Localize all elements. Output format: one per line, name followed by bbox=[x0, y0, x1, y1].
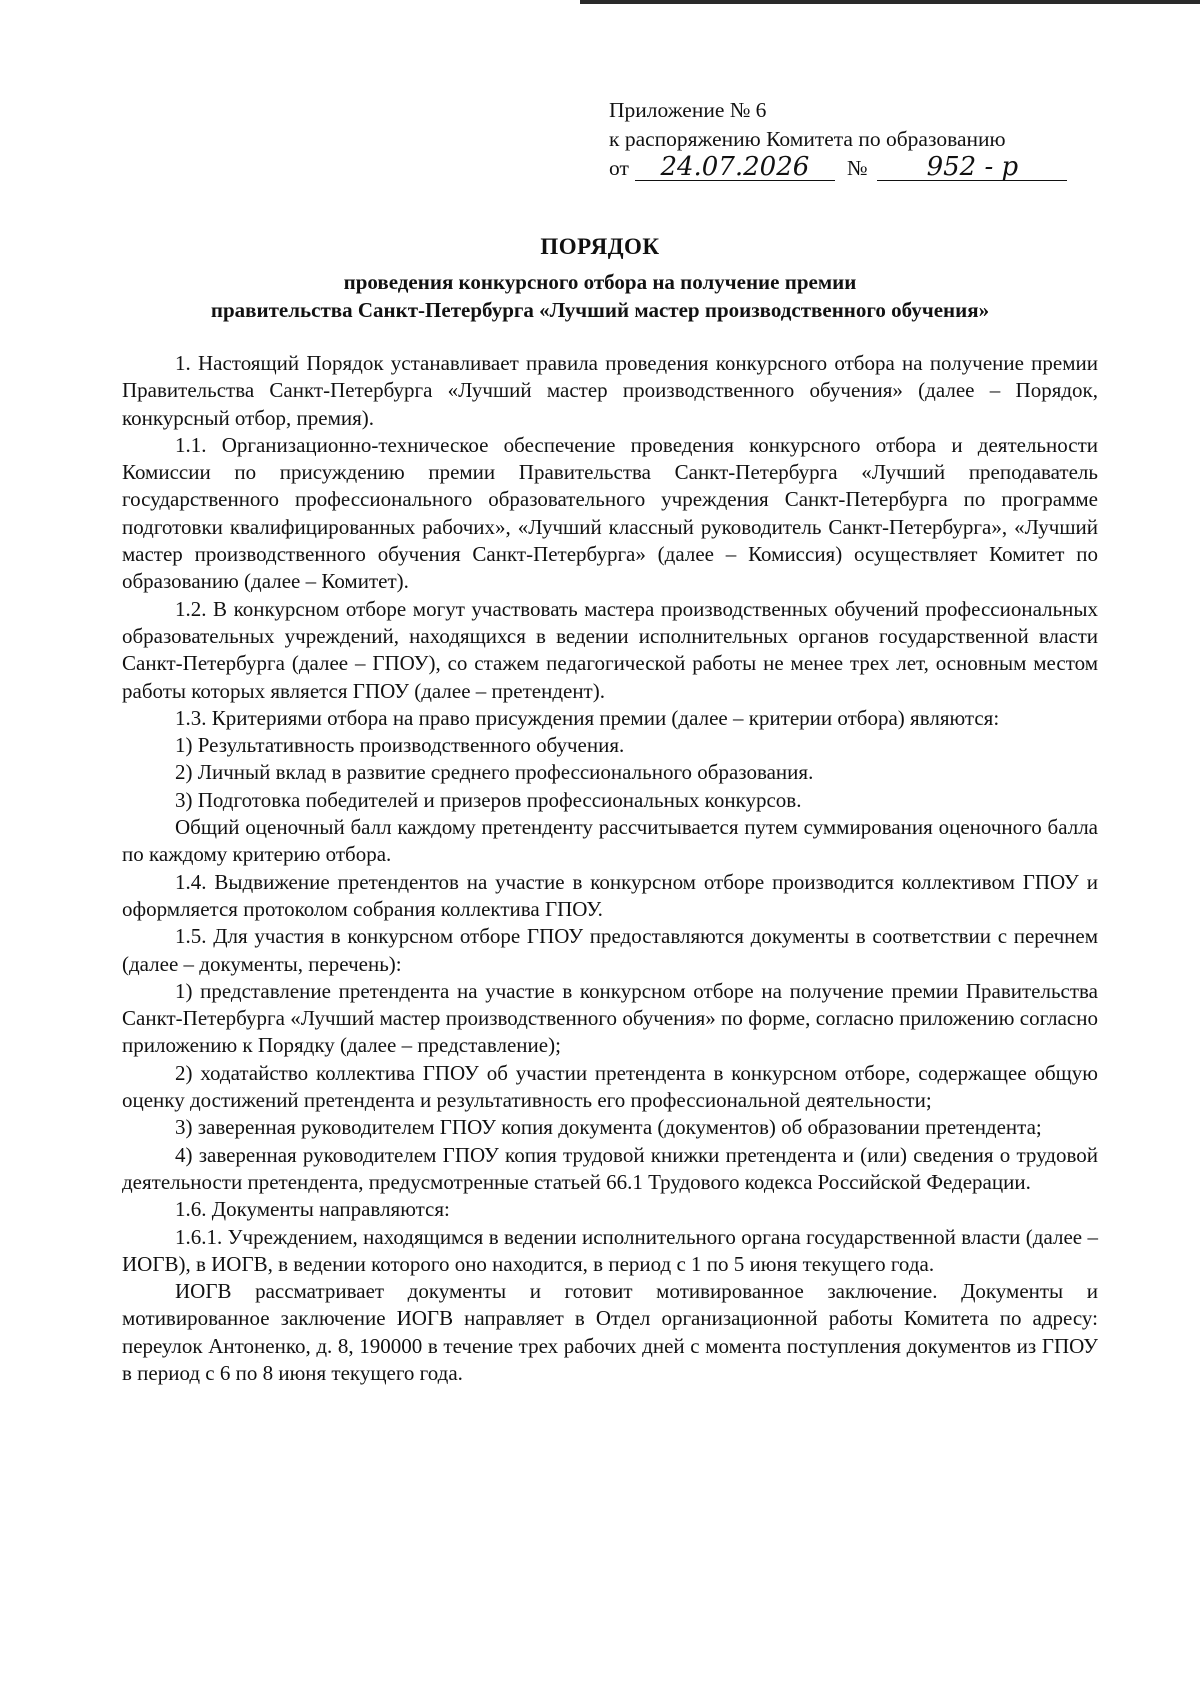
paragraph: 1.4. Выдвижение претендентов на участие в конкурсном отборе производится коллективом ГПОУ и оформляется протоколом собрания коллектива ГПОУ. bbox=[122, 869, 1098, 921]
paragraph: 1.2. В конкурсном отборе могут участвовать мастера производственных обучений профессиональных образовательных учреждений, находящихся в ведении исполнительных органов государственной власти Санкт-Петербурга (далее – ГПОУ), со стажем педагогической работы не менее трех лет, основным местом работы которых является ГПОУ (далее – претендент). bbox=[122, 596, 1098, 703]
annex-title: Приложение № 6 bbox=[609, 98, 767, 122]
document-title: ПОРЯДОК bbox=[540, 234, 660, 259]
paragraph: 1) представление претендента на участие в конкурсном отборе на получение премии Правительства Санкт-Петербурга «Лучший мастер производственного обучения» по форме, согласно приложению согласно приложению к Порядку (далее – представление); bbox=[122, 978, 1098, 1058]
annex-order-reference: к распоряжению Комитета по образованию bbox=[609, 127, 1006, 151]
paragraph: Общий оценочный балл каждому претенденту рассчитывается путем суммирования оценочного балла по каждому критерию отбора. bbox=[122, 815, 1098, 867]
document-subtitle-line-2: правительства Санкт-Петербурга «Лучший мастер производственного обучения» bbox=[210, 298, 990, 322]
paragraph: 3) заверенная руководителем ГПОУ копия документа (документов) об образовании претендента; bbox=[175, 1115, 1042, 1140]
paragraph: 2) Личный вклад в развитие среднего профессионального образования. bbox=[175, 760, 814, 785]
paragraph: 1.5. Для участия в конкурсном отборе ГПОУ предоставляются документы в соответствии с перечнем (далее – документы, перечень): bbox=[122, 924, 1098, 976]
paragraph: 4) заверенная руководителем ГПОУ копия трудовой книжки претендента и (или) сведения о трудовой деятельности претендента, предусмотренные статьей 66.1 Трудового кодекса Российской Федерации. bbox=[122, 1142, 1098, 1194]
paragraph: 3) Подготовка победителей и призеров профессиональных конкурсов. bbox=[175, 787, 802, 812]
paragraph: 1. Настоящий Порядок устанавливает правила проведения конкурсного отбора на получение премии Правительства Санкт-Петербурга «Лучший мастер производственного обучения» (далее – Порядок, конкурсный отбор, премия). bbox=[122, 351, 1098, 430]
paragraph: 1.3. Критериями отбора на право присуждения премии (далее – критерии отбора) являются: bbox=[175, 705, 1000, 730]
document-subtitle-line-1: проведения конкурсного отбора на получение премии bbox=[343, 270, 857, 294]
paragraph: ИОГВ рассматривает документы и готовит мотивированное заключение. Документы и мотивированное заключение ИОГВ направляет в Отдел организационной работы Комитета по адресу: переулок Антоненко, д. 8, 190000 в течение трех рабочих дней с момента поступления документов из ГПОУ в период с 6 по 8 июня текущего года. bbox=[122, 1279, 1098, 1385]
paragraph: 2) ходатайство коллектива ГПОУ об участии претендента в конкурсном отборе, содержащее общую оценку достижений претендента и результативность его профессиональной деятельности; bbox=[122, 1060, 1098, 1113]
paragraph: 1) Результативность производственного обучения. bbox=[175, 733, 625, 758]
annex-date-number-line bbox=[609, 154, 1067, 183]
number-label: № bbox=[846, 156, 868, 180]
handwritten-number: 952 - р bbox=[877, 154, 1067, 181]
annex-block bbox=[609, 96, 1067, 183]
handwritten-date: 24.07.2026 bbox=[635, 154, 835, 181]
scan-edge-line bbox=[580, 0, 1200, 4]
paragraph: 1.1. Организационно-техническое обеспечение проведения конкурсного отбора и деятельности Комиссии по присуждению премии Правительства Санкт-Петербурга «Лучший преподаватель государственного профессионального образовательного учреждения Санкт-Петербурга по программе подготовки квалифицированных рабочих», «Лучший классный руководитель Санкт-Петербурга», «Лучший мастер производственного обучения Санкт-Петербурга» (далее – Комиссия) осуществляет Комитет по образованию (далее – Комитет). bbox=[122, 432, 1098, 594]
paragraph: 1.6.1. Учреждением, находящимся в ведении исполнительного органа государственной власти (далее – ИОГВ), в ИОГВ, в ведении которого оно находится, в период с 1 по 5 июня текущего года. bbox=[122, 1224, 1098, 1276]
paragraph: 1.6. Документы направляются: bbox=[175, 1197, 450, 1222]
from-label: от bbox=[609, 156, 629, 180]
document-body bbox=[122, 350, 1098, 1387]
